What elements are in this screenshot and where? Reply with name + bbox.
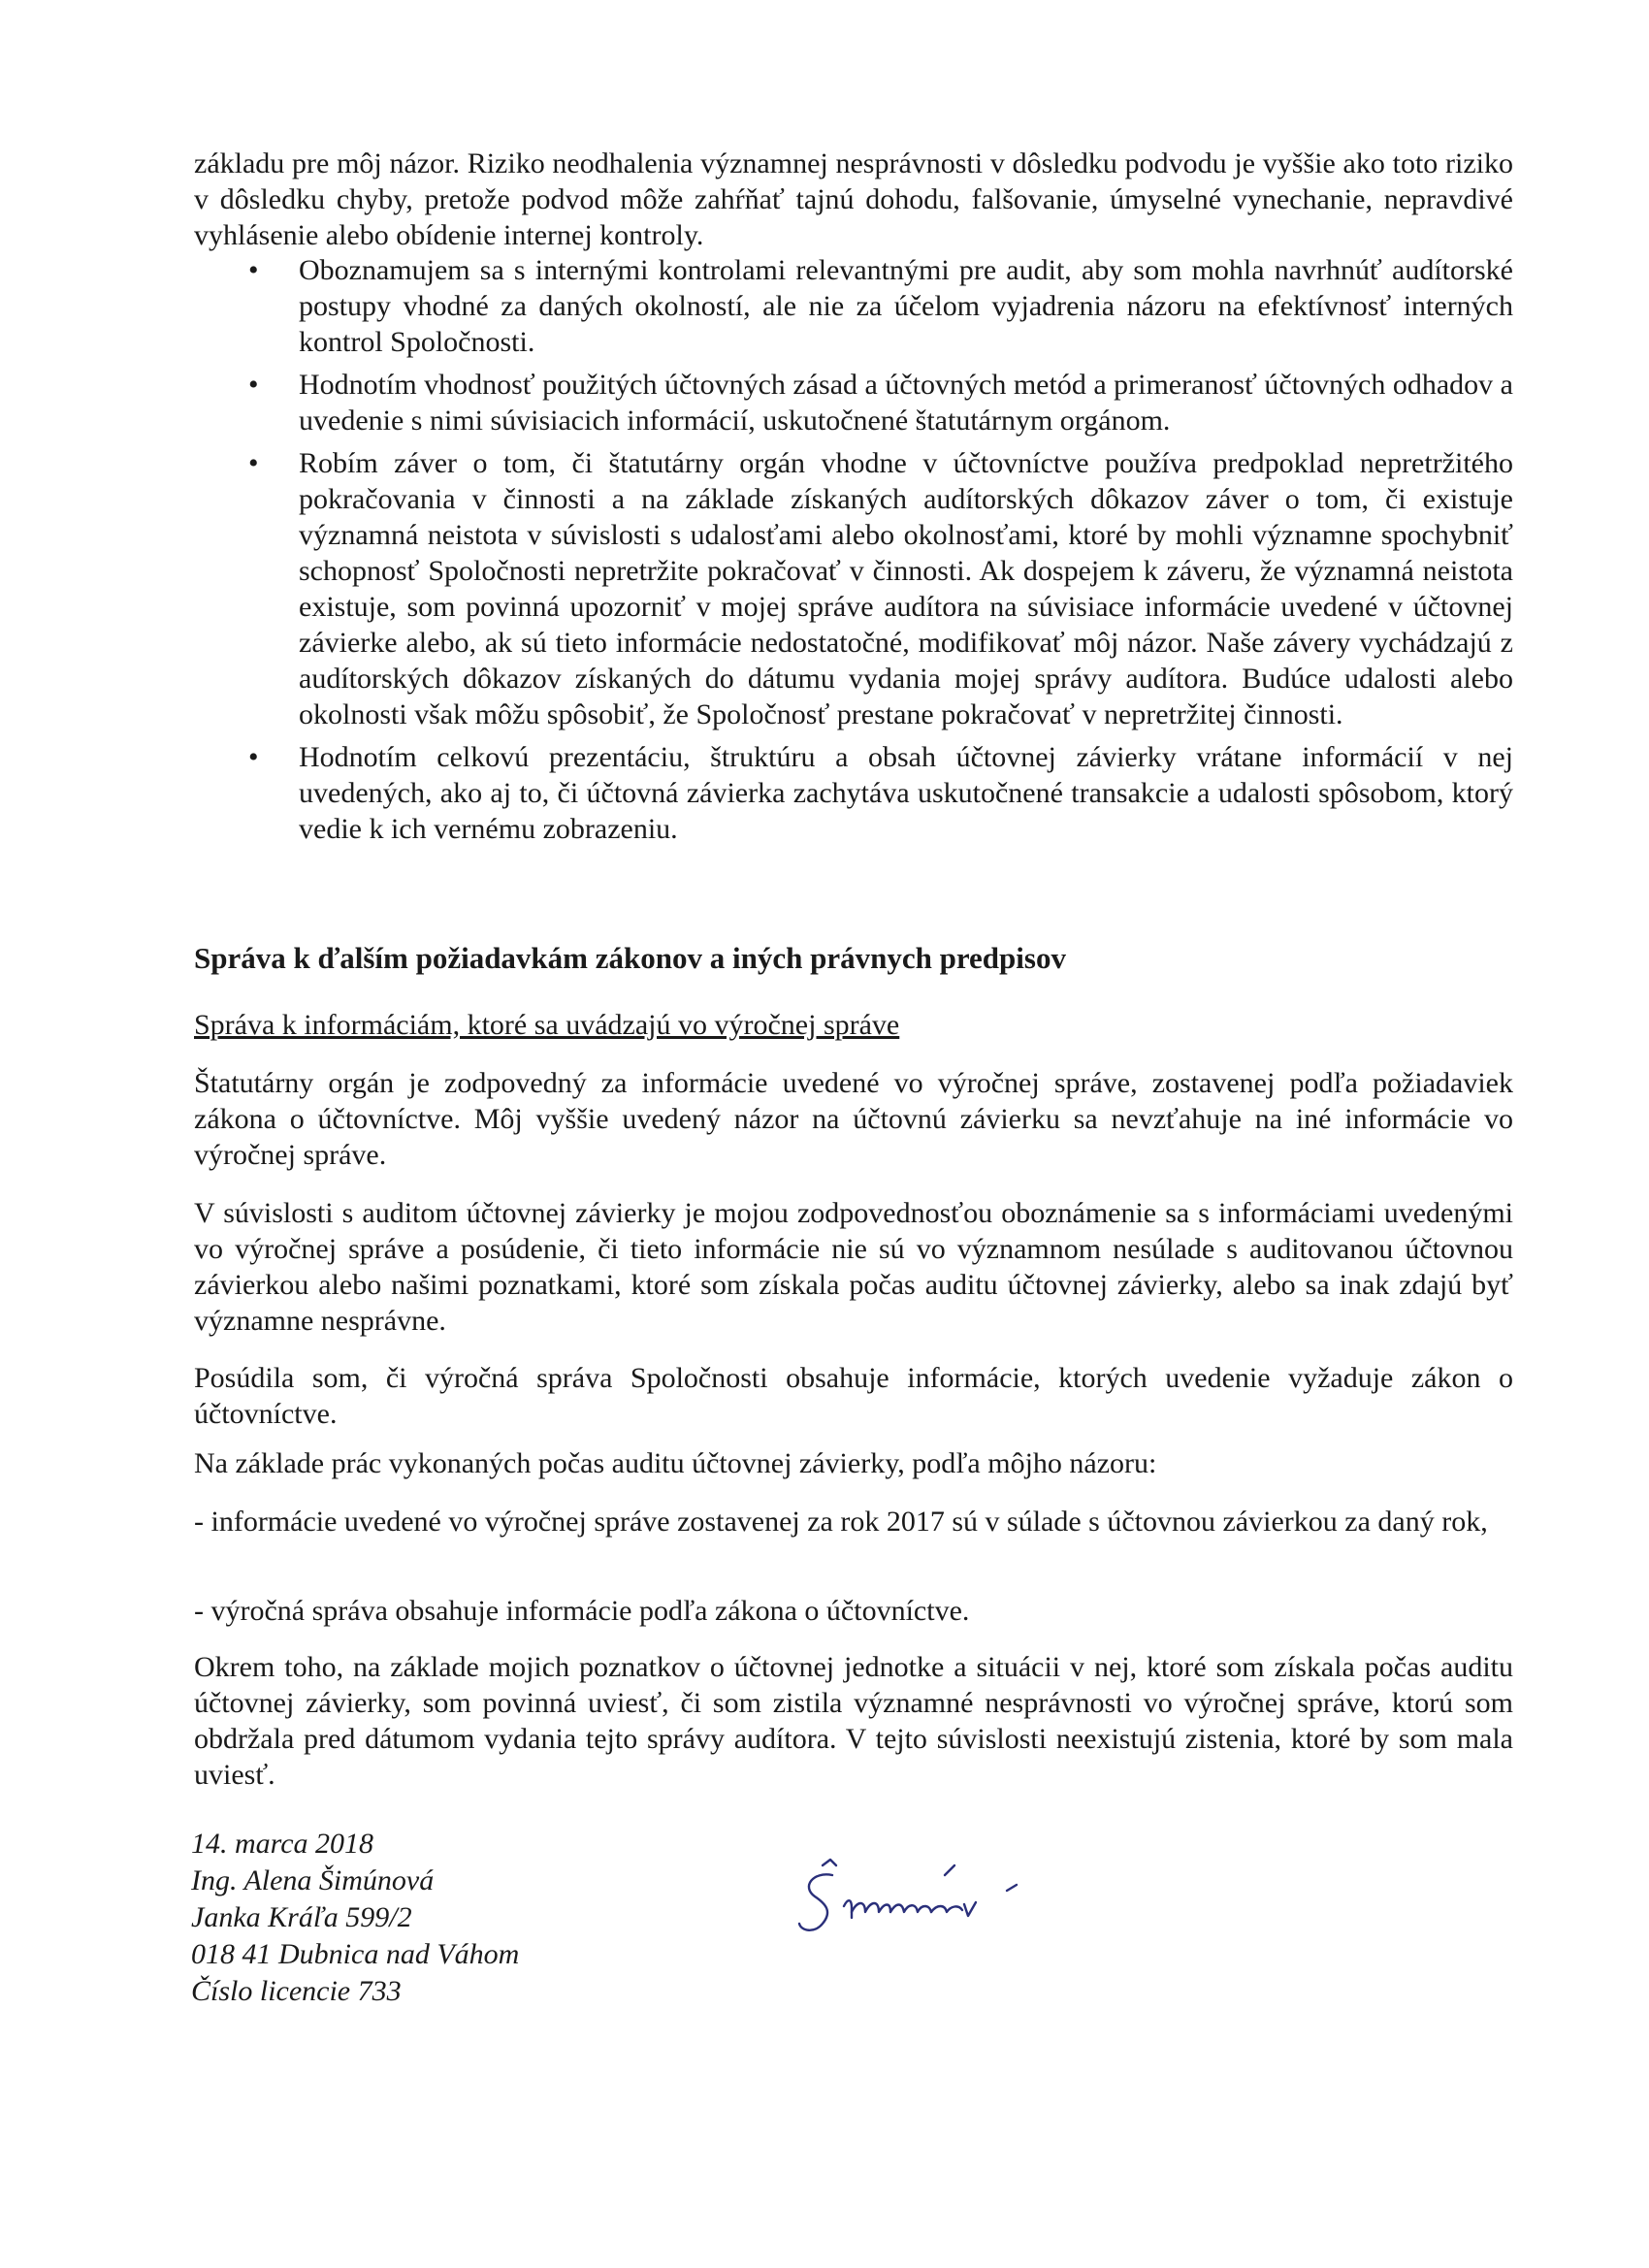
paragraph-5: [194, 1504, 1513, 1539]
signoff-street: Janka Kráľa 599/2: [191, 1901, 412, 1933]
bullet-dot-icon: •: [248, 254, 259, 286]
paragraph-4: [194, 1445, 1513, 1481]
paragraph-text: základu pre môj názor. Riziko neodhalenia významnej nesprávnosti v dôsledku podvodu je vyššie ako toto riziko v dôsledku chyby, pretože podvod môže zahŕňať tajnú dohodu, falšovanie, úmyselné vynechanie, nepravdivé vyhlásenie alebo obídenie internej kontroly.: [194, 147, 1513, 251]
signoff-license: Číslo licencie 733: [191, 1975, 402, 2007]
subsection-heading: Správa k informáciám, ktoré sa uvádzajú vo výročnej správe: [194, 1009, 900, 1041]
signature-icon: [793, 1848, 1036, 1955]
paragraph-3: [194, 1360, 1513, 1432]
bullet-dot-icon: •: [248, 369, 259, 401]
top-paragraph: [194, 146, 1513, 253]
signoff-date: 14. marca 2018: [191, 1828, 374, 1860]
signoff-name: Ing. Alena Šimúnová: [191, 1864, 435, 1896]
paragraph-2: [194, 1195, 1513, 1339]
paragraph-text: V súvislosti s auditom účtovnej závierky je mojou zodpovednosťou oboznámenie sa s informáciami uvedenými vo výročnej správe a posúdenie, či tieto informácie nie sú vo významnom nesúlade s auditovanou účtovnou závierkou alebo našimi poznatkami, ktoré som získala počas auditu účtovnej závierky, alebo sa inak zdajú byť významne nesprávne.: [194, 1197, 1513, 1337]
paragraph-text: Štatutárny orgán je zodpovedný za informácie uvedené vo výročnej správe, zostavenej podľa požiadaviek zákona o účtovníctve. Môj vyššie uvedený názor na účtovnú závierku sa nevzťahuje na iné informácie vo výročnej správe.: [194, 1067, 1513, 1171]
bullet-text: Hodnotím celkovú prezentáciu, štruktúru a obsah účtovnej závierky vrátane informácií v nej uvedených, ako aj to, či účtovná závierka zachytáva uskutočnené transakcie a udalosti spôsobom, ktorý vedie k ich vernému zobrazeniu.: [299, 741, 1513, 845]
paragraph-text: Okrem toho, na základe mojich poznatkov o účtovnej jednotke a situácii v nej, ktoré som získala počas auditu účtovnej závierky, som povinná uviesť, či som zistila významné nesprávnosti vo výročnej správe, ktorú som obdržala pred dátumom vydania tejto správy audítora. V tejto súvislosti neexistujú zistenia, ktoré by som mala uviesť.: [194, 1651, 1513, 1791]
paragraph-text: - informácie uvedené vo výročnej správe zostavenej za rok 2017 sú v súlade s účtovnou závierkou za daný rok,: [194, 1506, 1488, 1538]
bullet-dot-icon: •: [248, 447, 259, 479]
signoff-city: 018 41 Dubnica nad Váhom: [191, 1938, 520, 1970]
section-heading: Správa k ďalším požiadavkám zákonov a iných právnych predpisov: [194, 941, 1066, 975]
paragraph-text: - výročná správa obsahuje informácie podľa zákona o účtovníctve.: [194, 1595, 970, 1627]
bullet-text: Hodnotím vhodnosť použitých účtovných zásad a účtovných metód a primeranosť účtovných odhadov a uvedenie s nimi súvisiacich informácií, uskutočnené štatutárnym orgánom.: [299, 369, 1514, 437]
signoff-block: [191, 1826, 519, 2010]
paragraph-text: Na základe prác vykonaných počas auditu účtovnej závierky, podľa môjho názoru:: [194, 1447, 1157, 1479]
bullet-text: Oboznamujem sa s internými kontrolami relevantnými pre audit, aby som mohla navrhnúť audítorské postupy vhodné za daných okolností, ale nie za účelom vyjadrenia názoru na efektívnosť interných kontrol Spoločnosti.: [299, 254, 1513, 358]
bullet-item: [194, 367, 1513, 438]
paragraph-text: Posúdila som, či výročná správa Spoločnosti obsahuje informácie, ktorých uvedenie vyžaduje zákon o účtovníctve.: [194, 1362, 1513, 1430]
bullet-item: [194, 739, 1513, 847]
bullet-item: [194, 252, 1513, 360]
paragraph-1: [194, 1065, 1513, 1173]
paragraph-7: [194, 1649, 1513, 1793]
bullet-list: [194, 252, 1513, 854]
bullet-dot-icon: •: [248, 741, 259, 773]
bullet-text: Robím záver o tom, či štatutárny orgán vhodne v účtovníctve používa predpoklad nepretržitého pokračovania v činnosti a na základe získaných audítorských dôkazov záver o tom, či existuje významná neistota v súvislosti s udalosťami alebo okolnosťami, ktoré by mohli významne spochybniť schopnosť Spoločnosti nepretržite pokračovať v činnosti. Ak dospejem k záveru, že významná neistota existuje, som povinná upozorniť v mojej správe audítora na súvisiace informácie uvedené v účtovnej závierke alebo, ak sú tieto informácie nedostatočné, modifikovať môj názor. Naše závery vychádzajú z audítorských dôkazov získaných do dátumu vydania mojej správy audítora. Budúce udalosti alebo okolnosti však môžu spôsobiť, že Spoločnosť prestane pokračovať v nepretržitej činnosti.: [299, 447, 1513, 730]
paragraph-6: [194, 1593, 1513, 1629]
bullet-item: [194, 445, 1513, 732]
